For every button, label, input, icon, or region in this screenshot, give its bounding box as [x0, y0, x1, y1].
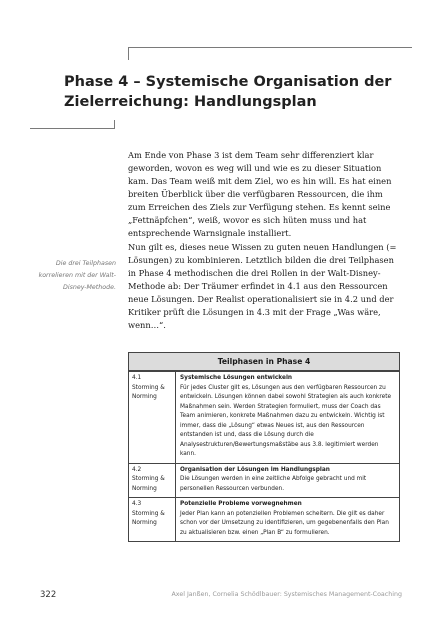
page-title: Phase 4 – Systemische Organisation der Zielerreichung: Handlungsplan	[64, 74, 392, 110]
body-paragraph-2: Nun gilt es, dieses neue Wissen zu guten neuen Handlungen (= Lösungen) zu kombinieren. Letztlich bilden die drei Teilphasen in Phase 4 methodischen die drei Rollen in der Walt-Disney-Methode ab: Der Träumer erfindet in 4.1 aus den Ressourcen neue Lösungen. Der Realist operationalisiert sie in 4.2 und der Kritiker prüft die Lösungen in 4.3 mit der Frage „Was wäre, wenn…“.	[128, 242, 397, 330]
phase-title: Organisation der Lösungen im Handlungsplan	[180, 466, 330, 473]
mid-divider-vertical	[114, 120, 115, 129]
phase-number: 4.2	[132, 466, 142, 473]
body-paragraph-1: Am Ende von Phase 3 ist dem Team sehr differenziert klar geworden, wovon es weg will und wie es zu dieser Situation kam. Das Team weiß mit dem Ziel, wo es hin will. Es hat einen breiten Überblick über die verfügbaren Ressourcen, die ihm zum Erreichen des Ziels zur Verfügung stehen. Es kennt seine „Fettnäpfchen“, weiß, wovor es sich hüten muss und hat entsprechende Warnsignale installiert.	[128, 150, 392, 238]
table-row	[129, 371, 399, 463]
phase-method: Storming & Norming	[132, 384, 165, 400]
table-row	[129, 497, 399, 541]
phase-number: 4.3	[132, 501, 142, 507]
footer-authors: Axel Janßen, Cornelia Schödlbauer: Systemisches Management-Coaching	[171, 591, 402, 598]
mid-divider-horizontal	[30, 128, 115, 129]
phase-description: Für jedes Cluster gilt es, Lösungen aus den verfügbaren Ressourcen zu entwickeln. Lösungen können dabei sowohl Strategien als auch konkrete Maßnahmen sein. Werden Strategien formuliert, muss der Coach das Team animieren, konkrete Maßnahmen dazu zu entwickeln. Wichtig ist immer, dass die „Lösung“ etwas Neues ist, aus den Ressourcen entstanden ist und, dass die Lösung durch die Analysestrukturen/Bewertungsmaßstäbe aus 3.8. legitimiert werden kann.	[180, 384, 392, 457]
table-header: Teilphasen in Phase 4	[129, 353, 399, 371]
margin-note: Die drei Teilphasen korrelieren mit der Walt-Disney-Methode.	[38, 260, 116, 291]
top-divider-horizontal	[128, 47, 412, 48]
phase-number: 4.1	[132, 375, 142, 381]
phase-method: Storming & Norming	[132, 510, 165, 526]
table-cell-phase	[129, 498, 176, 541]
top-divider-vertical	[128, 47, 129, 60]
phase-method: Storming & Norming	[132, 476, 165, 492]
table-cell-phase	[129, 372, 176, 463]
phase-description: Jeder Plan kann an potenziellen Problemen scheitern. Die gilt es daher schon vor der Umsetzung zu identifizieren, um gegebenenfalls den Plan zu aktualisieren bzw. einen „Plan B“ zu formulieren.	[180, 510, 389, 536]
phase-title: Systemische Lösungen entwickeln	[180, 375, 293, 381]
table-cell-content	[176, 464, 399, 498]
table-cell-content	[176, 372, 399, 463]
phase-table	[128, 352, 400, 542]
phase-title: Potenzielle Probleme vorwegnehmen	[180, 501, 302, 507]
table-cell-content	[176, 498, 399, 541]
table-cell-phase	[129, 464, 176, 498]
table-row	[129, 463, 399, 498]
page-number: 322	[40, 590, 57, 600]
phase-description: Die Lösungen werden in eine zeitliche Abfolge gebracht und mit personellen Ressourcen verbunden.	[180, 476, 367, 492]
